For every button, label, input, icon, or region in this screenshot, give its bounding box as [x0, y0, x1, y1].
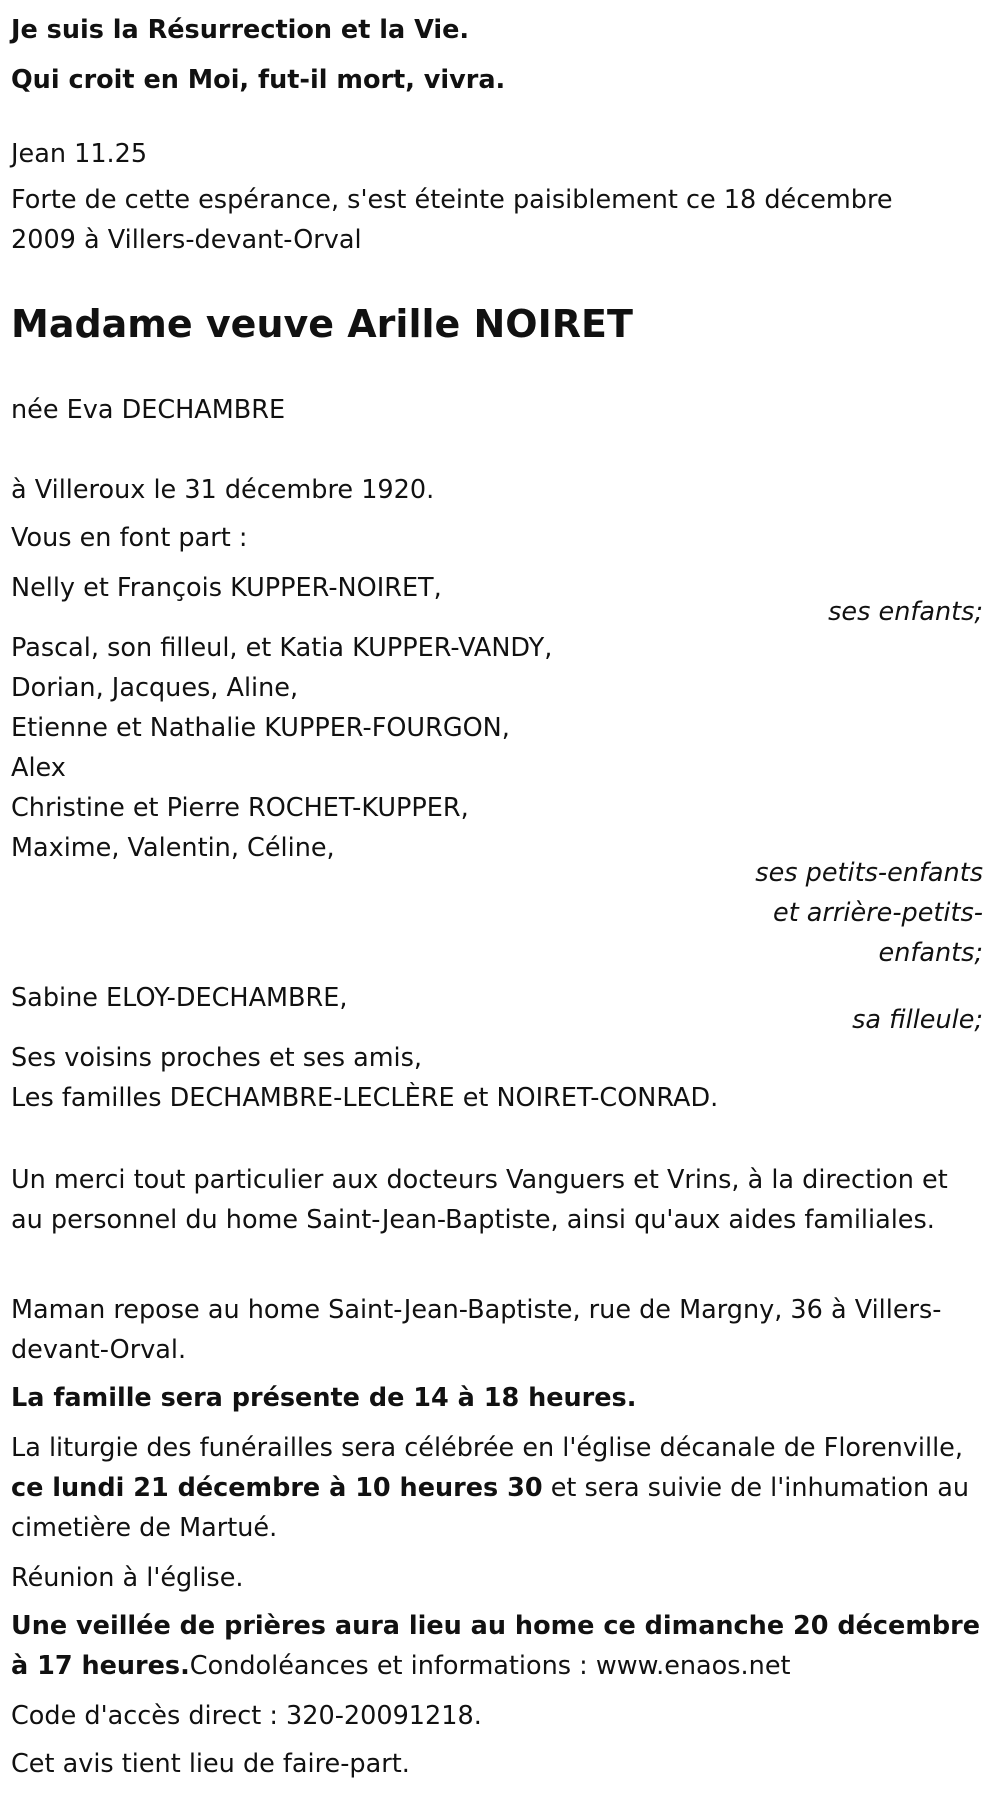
others-line: Ses voisins proches et ses amis, [11, 1043, 423, 1073]
children-names: Nelly et François KUPPER-NOIRET, [11, 573, 442, 603]
liturgy-text [11, 1428, 996, 1548]
grandchildren-role-line: enfants; [878, 938, 983, 968]
access-code: Code d'accès direct : 320-20091218. [11, 1701, 482, 1731]
born-name: née Eva DECHAMBRE [11, 395, 286, 425]
children-role: ses enfants; [828, 597, 983, 627]
vigil-text [11, 1606, 996, 1686]
goddaughter-names: Sabine ELOY-DECHAMBRE, [11, 983, 348, 1013]
vigil-bold: Une veillée de prières aura lieu au home ce dimanche 20 décembre à 17 heures. [11, 1611, 981, 1681]
presence-text: La famille sera présente de 14 à 18 heures. [11, 1383, 637, 1413]
goddaughter-role: sa filleule; [852, 1005, 983, 1035]
grandchildren-role-line: ses petits-enfants [755, 858, 983, 888]
grandchildren-line: Maxime, Valentin, Céline, [11, 833, 335, 863]
liturgy-before: La liturgie des funérailles sera célébrée en l'église décanale de Florenville, [11, 1433, 963, 1463]
verse-reference: Jean 11.25 [11, 139, 148, 169]
deceased-name: Madame veuve Arille NOIRET [11, 302, 633, 346]
meeting-text: Réunion à l'église. [11, 1563, 244, 1593]
announce-text: Vous en font part : [11, 523, 248, 553]
grandchildren-line: Dorian, Jacques, Aline, [11, 673, 299, 703]
vigil-info: Condoléances et informations : www.enaos.net [189, 1651, 791, 1681]
verse-line-2: Qui croit en Moi, fut-il mort, vivra. [11, 65, 506, 95]
others-list [11, 1038, 981, 1118]
others-line: Les familles DECHAMBRE-LECLÈRE et NOIRET-CONRAD. [11, 1083, 719, 1113]
intro-text: Forte de cette espérance, s'est éteinte paisiblement ce 18 décembre 2009 à Villers-devant-Orval [11, 185, 893, 255]
grandchildren-role-line: et arrière-petits- [773, 898, 983, 928]
birth-info: à Villeroux le 31 décembre 1920. [11, 475, 435, 505]
grandchildren-line: Etienne et Nathalie KUPPER-FOURGON, [11, 713, 510, 743]
grandchildren-line: Pascal, son filleul, et Katia KUPPER-VANDY, [11, 633, 553, 663]
liturgy-after: et sera suivie de l'inhumation au cimetière de Martué. [11, 1473, 970, 1543]
grandchildren-role [755, 853, 983, 973]
liturgy-date: ce lundi 21 décembre à 10 heures 30 [11, 1473, 543, 1503]
thanks-text: Un merci tout particulier aux docteurs Vanguers et Vrins, à la direction et au personnel du home Saint-Jean-Baptiste, ainsi qu'aux aides familiales. [11, 1165, 948, 1235]
bible-verse [11, 5, 981, 105]
verse-line-1: Je suis la Résurrection et la Vie. [11, 15, 470, 45]
grandchildren-line: Alex [11, 753, 66, 783]
grandchildren-line: Christine et Pierre ROCHET-KUPPER, [11, 793, 469, 823]
closing-text: Cet avis tient lieu de faire-part. [11, 1749, 410, 1779]
grandchildren-list [11, 628, 981, 868]
rest-text: Maman repose au home Saint-Jean-Baptiste, rue de Margny, 36 à Villers-devant-Orval. [11, 1295, 942, 1365]
